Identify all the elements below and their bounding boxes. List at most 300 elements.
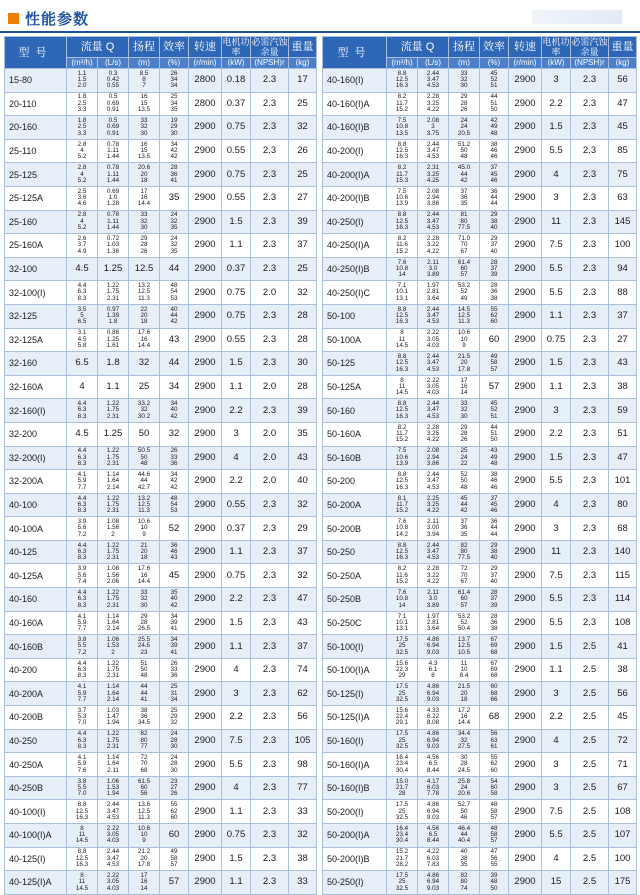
- cell-head-value: 12.5: [137, 500, 151, 508]
- cell-flow-ls-value: 2.44: [106, 848, 120, 856]
- cell-model: 25-125: [5, 163, 67, 187]
- cell-npsh: 2.3: [571, 186, 609, 210]
- cell-efficiency-value: 38: [490, 294, 498, 302]
- table-row: [323, 658, 637, 682]
- cell-head-value: 33: [460, 69, 468, 77]
- cell-head-value: 77: [140, 743, 148, 751]
- cell-flow-m3h-value: 7.5: [397, 447, 407, 455]
- cell-flow-m3h-value: 32.5: [395, 648, 409, 656]
- cell-head: [129, 92, 160, 116]
- cell-head-value: 13.2: [137, 494, 151, 502]
- cell-power: 3: [542, 753, 571, 777]
- cell-npsh: 2.3: [251, 493, 289, 517]
- cell-power: 1.1: [222, 375, 251, 399]
- cell-flow-m3h-value: 10.8: [395, 123, 409, 131]
- cell-efficiency-value: 26: [170, 659, 178, 667]
- table-row: [5, 800, 317, 824]
- cell-flow-ls-value: 3.64: [426, 294, 440, 302]
- cell-flow-m3h-value: 8.3: [77, 459, 87, 467]
- cell-head-value: 82: [460, 872, 468, 880]
- cell-flow-ls-value: 1.11: [107, 170, 119, 178]
- cell-flow-m3h-value: 8.3: [77, 554, 87, 562]
- cell-flow-ls-value: 6.94: [426, 642, 440, 650]
- cell-speed: 2900: [189, 328, 222, 352]
- cell-flow-ls-value: 3.86: [426, 200, 440, 208]
- cell-efficiency-value: 41: [170, 648, 178, 656]
- cell-flow-ls-value: 0.42: [106, 76, 120, 84]
- cell-head-value: 30: [460, 82, 468, 90]
- cell-flow-m3h-value: 11.7: [396, 170, 408, 178]
- cell-model: 25-125A: [5, 186, 67, 210]
- cell-model: 40-100A: [5, 517, 67, 541]
- cell-flow-ls-value: 0.78: [106, 211, 120, 219]
- cell-speed: 2900: [189, 139, 222, 163]
- cell-efficiency: [480, 399, 509, 423]
- cell-speed: 2900: [189, 281, 222, 305]
- cell-weight: 32: [289, 281, 317, 305]
- cell-model: 40-250(I)B: [323, 257, 387, 281]
- cell-flow-m3h: [387, 352, 418, 376]
- cell-efficiency-value: 40: [490, 577, 498, 585]
- cell-npsh: 2.3: [571, 69, 609, 93]
- cell-flow-m3h: [387, 304, 418, 328]
- cell-flow-m3h: [67, 682, 98, 706]
- cell-efficiency: [480, 871, 509, 895]
- cell-efficiency: [160, 352, 189, 376]
- cell-flow-ls-value: 1.03: [106, 241, 120, 249]
- table-row: [323, 635, 637, 659]
- cell-head: [449, 658, 480, 682]
- table-row: [323, 281, 637, 305]
- header-npsh: 必需汽蚀余量: [251, 37, 288, 57]
- cell-flow-ls-value: 6.03: [426, 783, 440, 791]
- cell-speed: 2900: [509, 588, 542, 612]
- cell-flow-ls: [98, 116, 129, 140]
- cell-npsh: 2.3: [251, 69, 289, 93]
- cell-efficiency-value: 26: [170, 69, 178, 77]
- cell-model: 20-160: [5, 116, 67, 140]
- cell-speed: 2900: [509, 540, 542, 564]
- cell-power: 3: [542, 186, 571, 210]
- table-row: [323, 116, 637, 140]
- cell-flow-ls-value: 0.69: [106, 187, 120, 195]
- cell-flow-m3h: [67, 493, 98, 517]
- cell-power: 7.5: [222, 729, 251, 753]
- cell-speed: 2900: [189, 611, 222, 635]
- cell-flow-ls-value: 4.03: [426, 341, 440, 349]
- cell-flow-ls-value: 3.25: [426, 170, 440, 178]
- cell-efficiency-value: 39: [170, 642, 178, 650]
- cell-flow-m3h: [387, 800, 418, 824]
- cell-efficiency-value: 54: [170, 288, 178, 296]
- cell-model: 40-200: [5, 658, 67, 682]
- table-row: [5, 847, 317, 871]
- cell-flow-ls-value: 1.47: [106, 713, 120, 721]
- cell-efficiency-value: 48: [490, 459, 498, 467]
- cell-flow-m3h: [67, 776, 98, 800]
- cell-head-value: 13.2: [137, 282, 151, 290]
- cell-flow-m3h-value: 22.3: [395, 665, 409, 673]
- cell-speed: 2900: [509, 729, 542, 753]
- cell-head-value: 35: [460, 530, 468, 538]
- cell-head-value: 16: [460, 713, 468, 721]
- cell-efficiency-value: 60: [168, 829, 180, 841]
- cell-power: 0.75: [222, 564, 251, 588]
- cell-npsh: 2.3: [251, 139, 289, 163]
- cell-head-value: 21.5: [457, 352, 471, 360]
- cell-efficiency-value: 38: [490, 140, 498, 148]
- cell-flow-m3h: [67, 729, 98, 753]
- cell-flow-m3h-value: 25: [398, 642, 406, 650]
- cell-flow-ls: [418, 470, 449, 494]
- cell-npsh: 2.3: [251, 871, 289, 895]
- cell-flow-ls-value: 3.25: [426, 430, 440, 438]
- cell-power: 1.5: [542, 446, 571, 470]
- cell-head-value: 74: [460, 884, 468, 892]
- cell-flow-ls: [418, 92, 449, 116]
- cell-efficiency-value: 36: [490, 518, 498, 526]
- cell-model: 40-200B: [5, 706, 67, 730]
- cell-flow-m3h: [387, 611, 418, 635]
- cell-flow-m3h-value: 5.9: [77, 760, 87, 768]
- cell-speed: 2900: [509, 871, 542, 895]
- cell-flow-ls-value: 4.53: [426, 483, 440, 491]
- cell-speed: 2900: [189, 375, 222, 399]
- cell-flow-ls-value: 1.22: [106, 447, 120, 455]
- table-row: [323, 210, 637, 234]
- cell-flow-m3h-value: 15.6: [395, 659, 409, 667]
- cell-efficiency-value: 58: [490, 790, 498, 798]
- cell-model: 50-125(I): [323, 682, 387, 706]
- cell-weight: 101: [609, 470, 637, 494]
- cell-npsh: 2.3: [571, 517, 609, 541]
- cell-head: [129, 399, 160, 423]
- cell-power: 5.5: [222, 753, 251, 777]
- cell-head: [449, 847, 480, 871]
- cell-power: 3: [542, 69, 571, 93]
- cell-flow-ls-value: 1.14: [106, 470, 120, 478]
- cell-flow-ls-value: 6.94: [426, 736, 440, 744]
- cell-power: 5.5: [542, 281, 571, 305]
- cell-flow-m3h-value: 17.5: [395, 801, 409, 809]
- unit-power: (kW): [222, 58, 251, 69]
- cell-efficiency: [160, 69, 189, 93]
- cell-npsh: 2.3: [251, 729, 289, 753]
- cell-efficiency-value: 55: [490, 861, 498, 869]
- unit-npsh: (NPSH)r: [571, 58, 609, 69]
- cell-flow-m3h-value: 3.1: [77, 329, 87, 337]
- cell-head-value: 51.2: [457, 140, 471, 148]
- cell-head: [449, 304, 480, 328]
- cell-flow-m3h-value: 14.2: [395, 530, 409, 538]
- cell-flow-m3h-value: 5.5: [77, 783, 87, 791]
- cell-head: [449, 540, 480, 564]
- cell-power: 1.1: [222, 234, 251, 258]
- cell-efficiency-value: 67: [490, 636, 498, 644]
- cell-head-value: 46: [460, 813, 468, 821]
- cell-flow-ls: [418, 304, 449, 328]
- cell-head-value: 35: [460, 861, 468, 869]
- cell-head-value: 16: [140, 335, 148, 343]
- cell-speed: 2800: [189, 92, 222, 116]
- cell-flow-m3h-value: 6.3: [77, 595, 87, 603]
- cell-head: [129, 517, 160, 541]
- cell-flow-ls-value: 2.28: [426, 235, 440, 242]
- cell-head: [449, 611, 480, 635]
- cell-head: [449, 706, 480, 730]
- cell-flow-ls-value: 3.25: [426, 99, 440, 107]
- cell-flow-m3h-value: 5.9: [77, 477, 87, 485]
- header-model: 型号: [323, 37, 387, 69]
- cell-head-value: 80: [460, 878, 468, 886]
- cell-efficiency-value: 48: [490, 129, 498, 137]
- cell-flow-m3h-value: 16.3: [395, 318, 409, 326]
- cell-power: 2.2: [222, 470, 251, 494]
- cell-flow-m3h-value: 16.3: [395, 153, 409, 161]
- cell-head-value: 28: [460, 99, 468, 107]
- table-row: [5, 328, 317, 352]
- cell-head-value: 37: [460, 518, 468, 526]
- cell-efficiency-value: 44: [168, 263, 180, 275]
- cell-efficiency: [160, 163, 189, 187]
- cell-flow-m3h-value: 8.3: [77, 743, 87, 751]
- cell-flow-ls: [418, 729, 449, 753]
- cell-flow-ls-value: 3.89: [426, 271, 440, 279]
- cell-efficiency: [160, 470, 189, 494]
- cell-head-value: 60: [460, 595, 468, 603]
- cell-flow-m3h-value: 16.3: [395, 554, 409, 562]
- cell-weight: 75: [609, 163, 637, 187]
- table-row: [323, 304, 637, 328]
- cell-flow-ls-value: 4.25: [426, 176, 440, 184]
- cell-power: 7.5: [542, 564, 571, 588]
- cell-head-value: 28: [140, 241, 148, 249]
- cell-head-value: 45.0: [457, 164, 471, 172]
- cell-efficiency-value: 46: [490, 146, 498, 154]
- cell-efficiency-value: 28: [170, 164, 178, 172]
- cell-head-value: 25: [138, 381, 150, 393]
- table-row: [323, 729, 637, 753]
- cell-flow-ls: [98, 422, 129, 446]
- cell-power: 2.2: [222, 706, 251, 730]
- table-row: [323, 588, 637, 612]
- cell-efficiency: [480, 493, 509, 517]
- cell-flow-ls: [98, 540, 129, 564]
- cell-speed: 2900: [509, 517, 542, 541]
- cell-speed: 2900: [509, 753, 542, 777]
- cell-flow-m3h-value: 2.8: [77, 164, 87, 172]
- cell-head-value: 56: [140, 790, 148, 798]
- cell-flow-ls-value: 2.31: [106, 507, 120, 515]
- cell-flow-ls: [418, 635, 449, 659]
- cell-head-value: 40.4: [457, 837, 471, 845]
- cell-flow-ls-value: 3: [431, 123, 435, 131]
- cell-npsh: 2.3: [571, 446, 609, 470]
- cell-head-value: 50: [140, 453, 148, 461]
- cell-flow-ls-value: 1.08: [106, 518, 120, 526]
- cell-flow-m3h-value: 4.9: [77, 247, 87, 255]
- cell-flow-m3h: [67, 186, 98, 210]
- cell-npsh: 2.3: [571, 163, 609, 187]
- cell-flow-ls: [418, 281, 449, 305]
- cell-flow-m3h: [387, 493, 418, 517]
- cell-flow-m3h-value: 7.7: [77, 695, 87, 703]
- table-row: [323, 517, 637, 541]
- cell-flow-m3h-value: 12.5: [395, 406, 409, 414]
- cell-flow-ls-value: 3.64: [426, 625, 440, 633]
- cell-flow-ls: [98, 729, 129, 753]
- table-row: [5, 257, 317, 281]
- cell-efficiency-value: 34: [170, 612, 178, 620]
- cell-efficiency: [160, 847, 189, 871]
- cell-flow-m3h-value: 8.3: [77, 294, 87, 302]
- cell-flow-ls: [418, 564, 449, 588]
- cell-flow-m3h-value: 3.7: [77, 241, 87, 249]
- cell-efficiency-value: 33: [170, 453, 178, 461]
- cell-flow-ls: [98, 564, 129, 588]
- cell-npsh: 2.3: [251, 328, 289, 352]
- cell-weight: 140: [609, 540, 637, 564]
- page-title: 性能参数: [25, 10, 90, 28]
- cell-flow-m3h-value: 8: [400, 376, 404, 384]
- cell-head-value: 61.4: [457, 258, 471, 266]
- cell-head-value: 70: [460, 241, 468, 249]
- cell-power: 0.37: [222, 517, 251, 541]
- table-row: [323, 69, 637, 93]
- cell-efficiency-value: 42: [170, 601, 178, 609]
- cell-flow-ls-value: 2.25: [426, 494, 440, 502]
- cell-power: 1.1: [222, 635, 251, 659]
- cell-flow-m3h: [67, 564, 98, 588]
- cell-flow-ls-value: 2: [111, 530, 115, 538]
- cell-power: 3: [542, 682, 571, 706]
- cell-flow-m3h: [387, 139, 418, 163]
- cell-efficiency: [480, 517, 509, 541]
- table-row: [323, 234, 637, 258]
- cell-efficiency: [160, 635, 189, 659]
- cell-flow-ls-value: 3.05: [426, 335, 440, 343]
- cell-head: [129, 824, 160, 848]
- cell-weight: 38: [609, 658, 637, 682]
- cell-flow-ls: [418, 658, 449, 682]
- cell-flow-m3h-value: 17.5: [395, 636, 409, 644]
- cell-flow-ls: [418, 776, 449, 800]
- cell-efficiency: [480, 706, 509, 730]
- cell-flow-ls-value: 2.94: [426, 453, 440, 461]
- cell-model: 40-250B: [5, 776, 67, 800]
- header-model: 型号: [5, 37, 67, 69]
- cell-model: 50-125(I)A: [323, 706, 387, 730]
- cell-weight: 45: [609, 706, 637, 730]
- cell-flow-ls: [418, 186, 449, 210]
- cell-efficiency-value: 57: [490, 365, 498, 373]
- cell-efficiency-value: 51: [490, 99, 498, 107]
- header-flow: 流量 Q: [387, 37, 449, 58]
- cell-weight: 32: [289, 493, 317, 517]
- cell-speed: 2900: [189, 540, 222, 564]
- cell-efficiency-value: 46: [490, 176, 498, 184]
- cell-flow-ls: [98, 352, 129, 376]
- cell-flow-ls: [98, 658, 129, 682]
- cell-flow-m3h-value: 14.5: [395, 341, 409, 349]
- cell-head-value: 12.5: [137, 807, 151, 815]
- cell-head-value: 50.5: [137, 447, 151, 455]
- cell-weight: 59: [609, 399, 637, 423]
- cell-head-value: 12.5: [457, 642, 471, 650]
- cell-head-value: 29: [140, 235, 148, 242]
- cell-efficiency: [160, 399, 189, 423]
- cell-head-value: 37: [460, 187, 468, 195]
- cell-flow-ls-value: 9.03: [426, 695, 440, 703]
- cell-head-value: 18: [140, 554, 148, 562]
- cell-flow-ls: [418, 588, 449, 612]
- cell-flow-m3h-value: 14.5: [75, 884, 89, 892]
- cell-flow-ls-value: 1.22: [106, 282, 120, 290]
- cell-model: 40-250(I): [323, 210, 387, 234]
- cell-head-value: 9: [142, 837, 146, 845]
- cell-head-value: 16: [140, 878, 148, 886]
- cell-flow-ls-value: 3.05: [106, 878, 120, 886]
- cell-speed: 2900: [189, 493, 222, 517]
- cell-flow-m3h-value: 2.8: [77, 140, 87, 148]
- cell-head-value: 57: [460, 271, 468, 279]
- cell-model: 40-200(I)A: [323, 163, 387, 187]
- cell-npsh: 2.0: [251, 446, 289, 470]
- cell-head-value: 42: [460, 507, 468, 515]
- cell-speed: 2900: [189, 257, 222, 281]
- cell-flow-ls-value: 1.08: [106, 565, 120, 573]
- cell-flow-m3h-value: 11.7: [396, 500, 408, 508]
- cell-efficiency-value: 44: [490, 530, 498, 538]
- cell-flow-m3h-value: 1.8: [77, 93, 87, 101]
- cell-flow-m3h-value: 30.4: [395, 766, 409, 774]
- cell-flow-m3h-value: 4.4: [77, 447, 87, 455]
- cell-head-value: 82: [140, 730, 148, 738]
- cell-flow-m3h-value: 4.4: [77, 659, 87, 667]
- cell-speed: 2900: [509, 564, 542, 588]
- cell-model: 40-125: [5, 540, 67, 564]
- cell-flow-m3h: [67, 753, 98, 777]
- cell-efficiency-value: 34: [170, 140, 178, 148]
- cell-flow-m3h-value: 16.3: [75, 861, 89, 869]
- cell-weight: 37: [289, 234, 317, 258]
- cell-head-value: 32: [138, 357, 150, 369]
- cell-head-value: 60: [460, 264, 468, 272]
- cell-flow-ls-value: 2.31: [106, 412, 120, 420]
- cell-npsh: 2.5: [571, 800, 609, 824]
- cell-flow-ls-value: 0.72: [106, 235, 120, 242]
- cell-efficiency-value: 67: [490, 659, 498, 667]
- cell-speed: 2900: [509, 658, 542, 682]
- cell-head-value: 57: [460, 601, 468, 609]
- cell-efficiency-value: 46: [170, 548, 178, 556]
- cell-flow-m3h-value: 4.1: [77, 754, 87, 762]
- cell-speed: 2900: [189, 470, 222, 494]
- cell-head-value: 17: [140, 187, 148, 195]
- cell-speed: 2900: [509, 257, 542, 281]
- cell-weight: 27: [289, 186, 317, 210]
- cell-flow-ls-value: 1.36: [106, 247, 120, 255]
- cell-head: [129, 635, 160, 659]
- cell-head-value: 13.5: [137, 106, 151, 114]
- cell-efficiency-value: 35: [168, 192, 180, 204]
- cell-head-value: 20: [140, 170, 148, 178]
- cell-efficiency: [480, 92, 509, 116]
- cell-flow-m3h-value: 10.8: [395, 264, 409, 272]
- cell-efficiency: [480, 776, 509, 800]
- cell-npsh: 2.5: [571, 706, 609, 730]
- cell-npsh: 2.3: [251, 257, 289, 281]
